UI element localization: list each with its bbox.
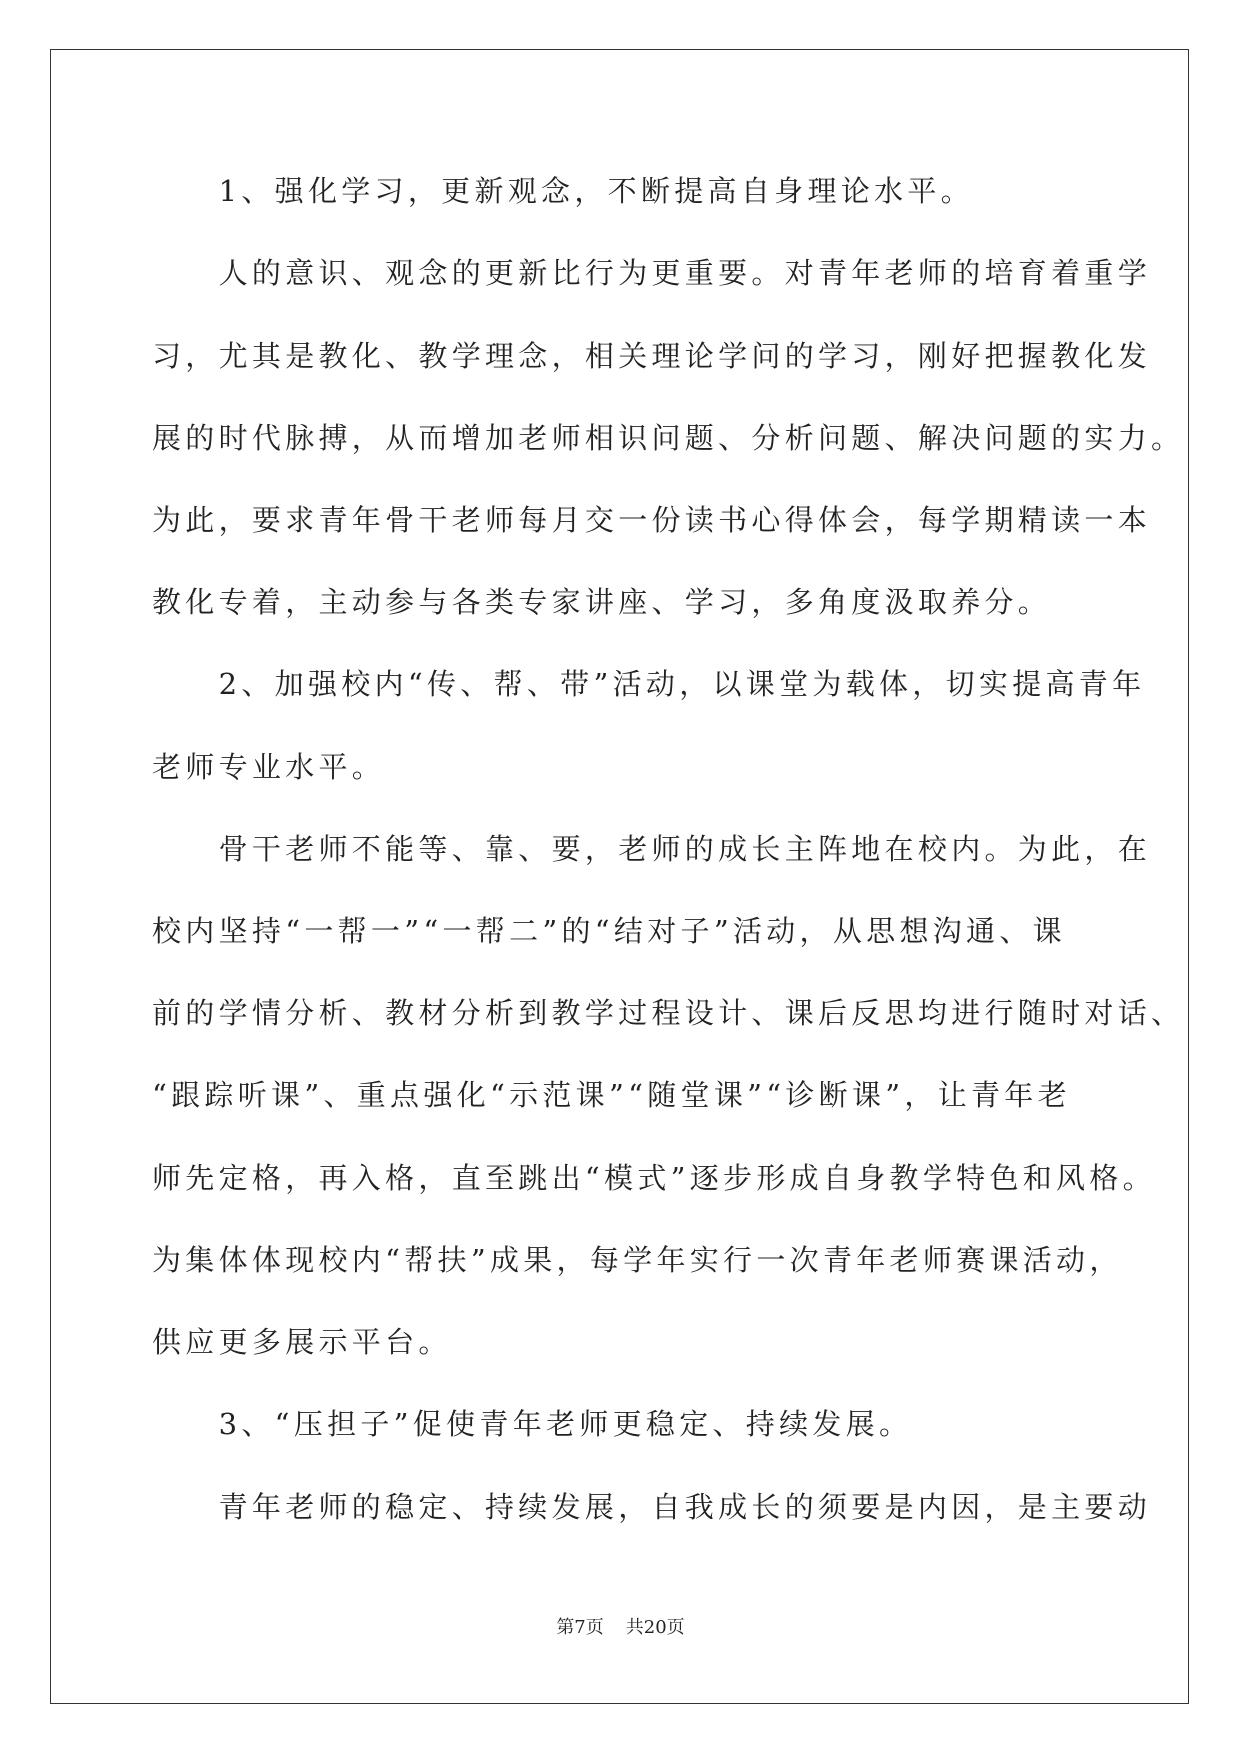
- paragraph-line: 展的时代脉搏，从而增加老师相识问题、分析问题、解决问题的实力。: [152, 421, 1185, 455]
- paragraph-line: “跟踪听课”、重点强化“示范课”“随堂课”“诊断课”，让青年老: [152, 1078, 1071, 1112]
- paragraph-line: 师先定格，再入格，直至跳出“模式”逐步形成自身教学特色和风格。: [152, 1161, 1156, 1195]
- paragraph-line: 1、强化学习，更新观念，不断提高自身理论水平。: [152, 174, 974, 208]
- paragraph-line: 3、“压担子”促使青年老师更稳定、持续发展。: [152, 1407, 913, 1441]
- paragraph-line: 供应更多展示平台。: [152, 1325, 452, 1359]
- paragraph-line: 习，尤其是教化、教学理念，相关理论学问的学习，刚好把握教化发: [152, 339, 1152, 373]
- paragraph-line: 为集体体现校内“帮扶”成果，每学年实行一次青年老师赛课活动，: [152, 1243, 1123, 1277]
- paragraph-line: 2、加强校内“传、帮、带”活动，以课堂为载体，切实提高青年: [152, 667, 1146, 701]
- page-number: 第7页: [556, 1617, 604, 1638]
- paragraph-line: 青年老师的稳定、持续发展，自我成长的须要是内因，是主要动: [152, 1490, 1152, 1524]
- paragraph-line: 老师专业水平。: [152, 750, 386, 784]
- paragraph-line: 人的意识、观念的更新比行为更重要。对青年老师的培育着重学: [152, 256, 1152, 290]
- paragraph-line: 为此，要求青年骨干老师每月交一份读书心得体会，每学期精读一本: [152, 503, 1152, 537]
- paragraph-line: 教化专着，主动参与各类专家讲座、学习，多角度汲取养分。: [152, 585, 1052, 619]
- page-total: 共20页: [625, 1617, 685, 1638]
- page-border: [50, 49, 1189, 1704]
- paragraph-line: 前的学情分析、教材分析到教学过程设计、课后反思均进行随时对话、: [152, 996, 1185, 1030]
- page-footer: [0, 1613, 1241, 1639]
- paragraph-line: 骨干老师不能等、靠、要，老师的成长主阵地在校内。为此，在: [152, 832, 1152, 866]
- paragraph-line: 校内坚持“一帮一”“一帮二”的“结对子”活动，从思想沟通、课: [152, 914, 1066, 948]
